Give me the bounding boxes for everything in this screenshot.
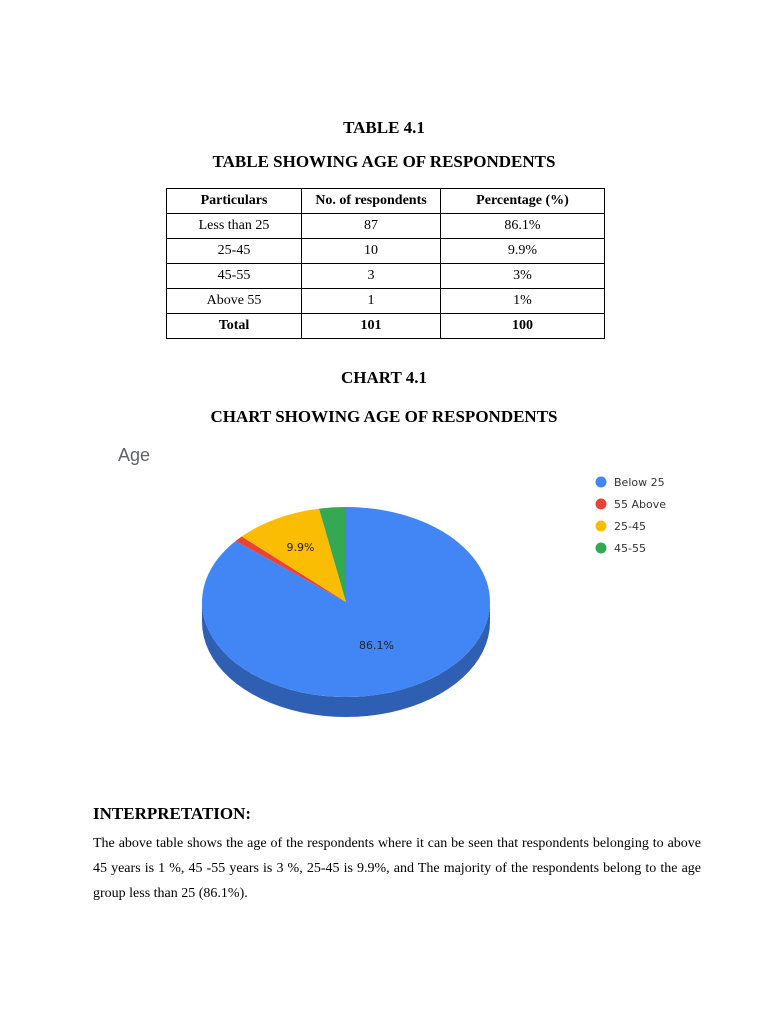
legend-label-25-45: 25-45 (614, 520, 646, 533)
total-respondents: 101 (302, 314, 441, 339)
header-respondents: No. of respondents (302, 189, 441, 214)
cell-respondents: 10 (302, 239, 441, 264)
legend-label-55-above: 55 Above (614, 498, 667, 511)
pie-label-below-25: 86.1% (359, 639, 394, 652)
chart-subheading: CHART SHOWING AGE OF RESPONDENTS (210, 407, 558, 426)
legend-marker-below-25 (596, 477, 607, 488)
cell-percentage: 1% (441, 289, 605, 314)
age-pie-chart (100, 436, 680, 736)
interpretation-heading: INTERPRETATION: (93, 804, 252, 823)
cell-respondents: 1 (302, 289, 441, 314)
table-row (167, 289, 605, 314)
age-table (166, 188, 605, 339)
cell-percentage: 9.9% (441, 239, 605, 264)
chart-legend (596, 476, 667, 555)
table-row (167, 239, 605, 264)
chart-title: Age (118, 445, 151, 465)
cell-particulars: 45-55 (167, 264, 302, 289)
cell-particulars: Above 55 (167, 289, 302, 314)
legend-label-below-25: Below 25 (614, 476, 665, 489)
pie-group (202, 507, 490, 717)
pie-label-25-45: 9.9% (286, 541, 315, 554)
table-row (167, 264, 605, 289)
interpretation-text: The above table shows the age of the respondents where it can be seen that respondents belonging to above 45 years is 1 %, 45 -55 years is 3 %, 25-45 is 9.9%, and The majority of the respondents belong to the age group less than 25 (86.1%). (93, 836, 701, 901)
table-total-row (167, 314, 605, 339)
table-title: TABLE 4.1 (343, 118, 425, 137)
legend-marker-45-55 (596, 543, 607, 554)
cell-particulars: 25-45 (167, 239, 302, 264)
table-subtitle: TABLE SHOWING AGE OF RESPONDENTS (212, 152, 556, 171)
table-row (167, 214, 605, 239)
legend-label-45-55: 45-55 (614, 542, 646, 555)
header-percentage: Percentage (%) (441, 189, 605, 214)
chart-heading: CHART 4.1 (341, 368, 427, 387)
cell-respondents: 3 (302, 264, 441, 289)
cell-respondents: 87 (302, 214, 441, 239)
table-header-row (167, 189, 605, 214)
legend-marker-55-above (596, 499, 607, 510)
total-percentage: 100 (441, 314, 605, 339)
header-particulars: Particulars (167, 189, 302, 214)
cell-particulars: Less than 25 (167, 214, 302, 239)
legend-marker-25-45 (596, 521, 607, 532)
total-label: Total (167, 314, 302, 339)
cell-percentage: 86.1% (441, 214, 605, 239)
cell-percentage: 3% (441, 264, 605, 289)
